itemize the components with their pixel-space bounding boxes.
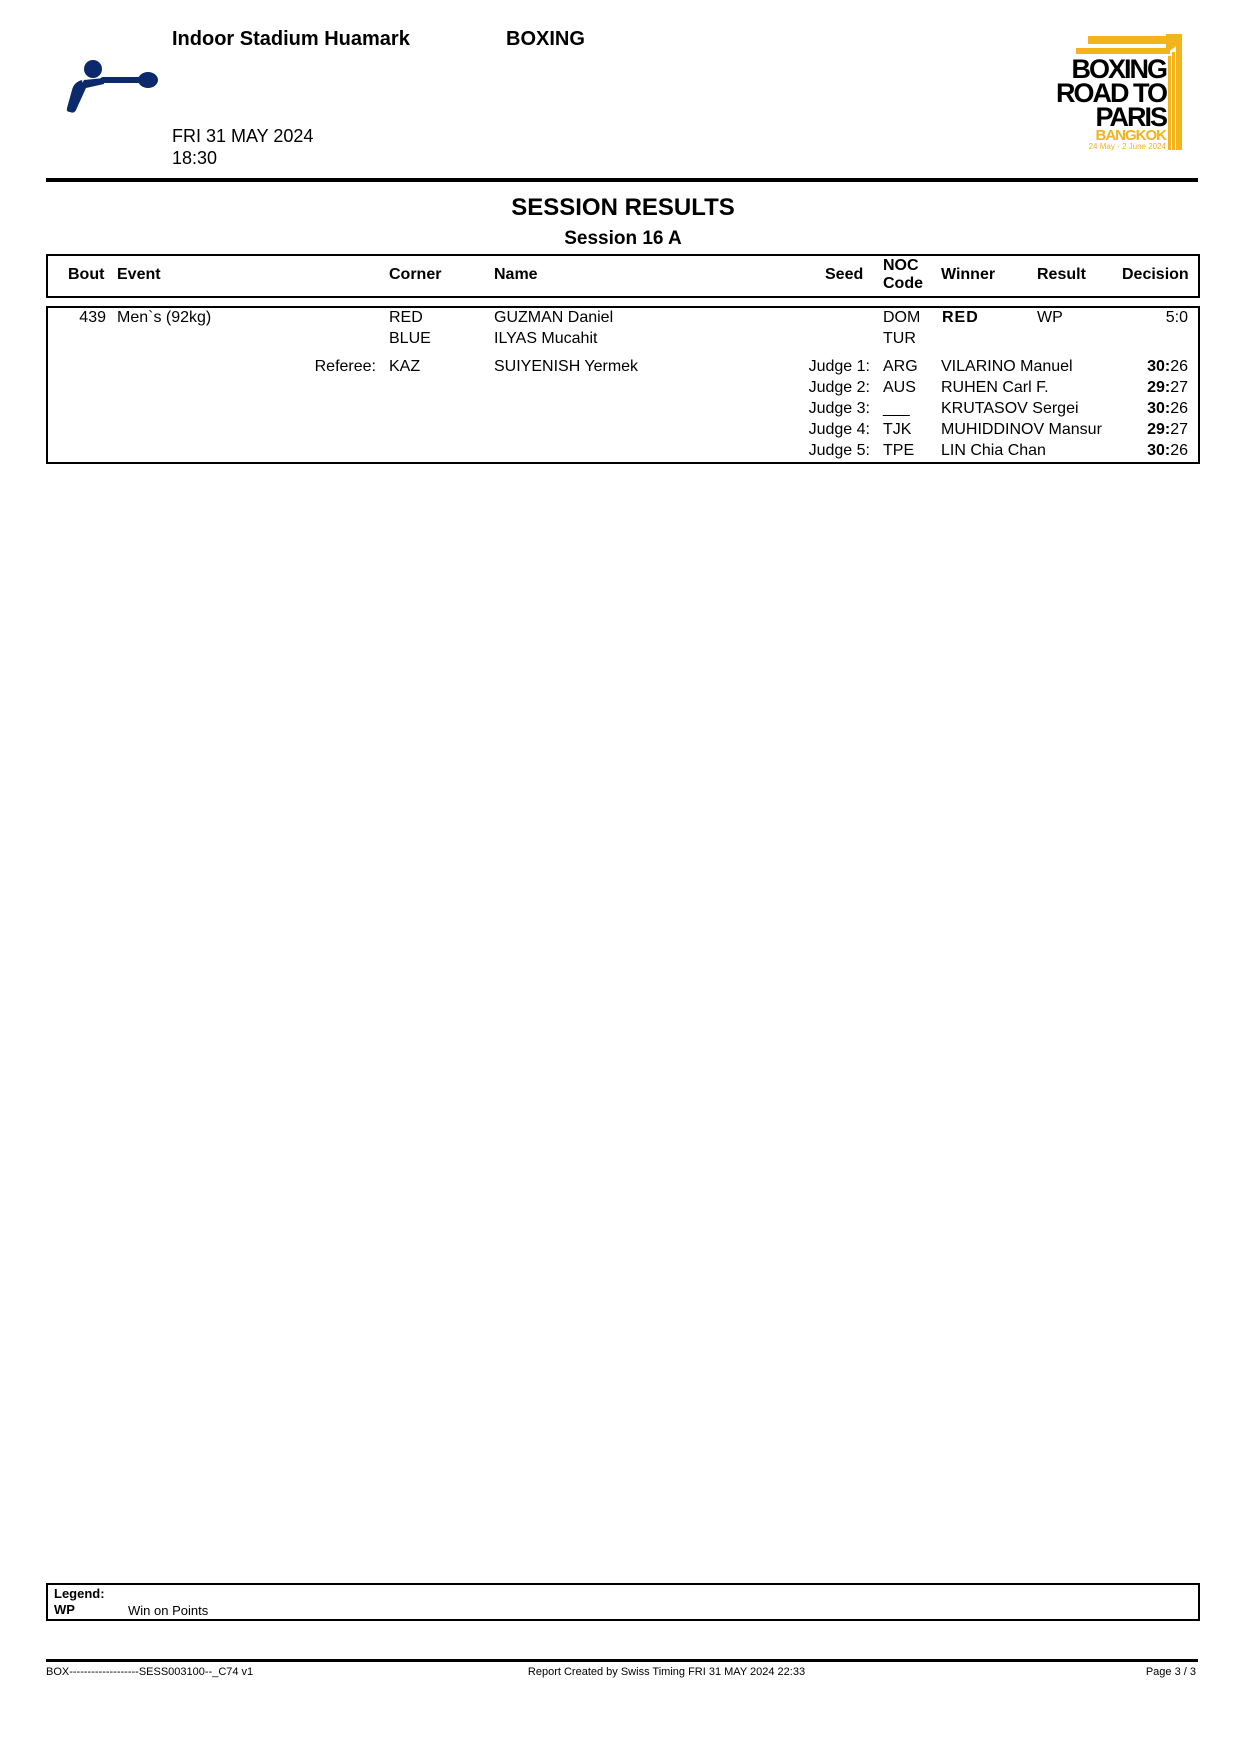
judge-label: Judge 5: — [808, 442, 870, 459]
footer-divider — [46, 1659, 1198, 1662]
judge-label: Judge 3: — [808, 400, 870, 417]
judge-score-winner: 29 — [1147, 421, 1165, 438]
judge-score-separator: : — [1164, 421, 1171, 438]
judge-noc: ARG — [883, 358, 918, 375]
judge-score-winner: 29 — [1147, 379, 1165, 396]
legend-box — [46, 1583, 1200, 1621]
red-boxer-name: GUZMAN Daniel — [494, 309, 614, 326]
judge-label: Judge 1: — [808, 358, 870, 375]
red-corner-label: RED — [389, 309, 423, 326]
judge-score — [1100, 358, 1188, 376]
judge-score-loser: 26 — [1170, 358, 1188, 375]
judge-noc: TPE — [883, 442, 915, 459]
referee-name: SUIYENISH Yermek — [494, 358, 639, 375]
judge-name: LIN Chia Chan — [941, 442, 1046, 459]
report-subtitle: Session 16 A — [564, 228, 682, 249]
judge-score-loser: 26 — [1170, 442, 1188, 459]
judge-noc: AUS — [883, 379, 916, 396]
col-noc-line1: NOC — [883, 257, 919, 274]
bout-number: 439 — [79, 309, 106, 326]
judge-name: KRUTASOV Sergei — [941, 400, 1079, 417]
judge-score-winner: 30 — [1147, 400, 1165, 417]
judge-noc: ___ — [883, 400, 910, 417]
blue-corner-label: BLUE — [389, 330, 431, 347]
legend-code: WP — [54, 1602, 75, 1617]
report-title: SESSION RESULTS — [511, 194, 735, 221]
judge-score-winner: 30 — [1147, 358, 1165, 375]
footer-page-number: Page 3 / 3 — [1145, 1666, 1196, 1678]
session-date: FRI 31 MAY 2024 — [172, 126, 314, 146]
boxing-road-to-paris-logo — [1048, 32, 1198, 152]
judge-name: MUHIDDINOV Mansur — [941, 421, 1102, 438]
header-divider — [46, 178, 1198, 182]
judge-score-separator: : — [1164, 358, 1171, 375]
judge-score-separator: : — [1164, 379, 1171, 396]
bout-winner: RED — [942, 309, 979, 326]
logo-line-4: BANGKOK — [1095, 127, 1166, 144]
footer-created-by: Report Created by Swiss Timing FRI 31 MAY 2024 22:33 — [527, 1666, 806, 1678]
judge-label: Judge 4: — [808, 421, 870, 438]
judge-score — [1100, 379, 1188, 397]
logo-line-2: ROAD TO — [1055, 78, 1166, 108]
footer-report-code: BOX-------------------SESS003100--_C74 v1 — [46, 1666, 254, 1678]
bout-result: WP — [1037, 309, 1063, 326]
judge-score-separator: : — [1164, 442, 1171, 459]
judge-score-loser: 26 — [1170, 400, 1188, 417]
judge-score-winner: 30 — [1147, 442, 1165, 459]
judge-noc: TJK — [883, 421, 912, 438]
col-seed: Seed — [825, 266, 864, 283]
logo-line-3: PARIS — [1095, 102, 1166, 132]
judge-score — [1100, 442, 1188, 460]
venue-name: Indoor Stadium Huamark — [172, 28, 410, 50]
col-noc-line2: Code — [883, 275, 923, 292]
judge-score-loser: 27 — [1170, 421, 1188, 438]
sport-name: BOXING — [506, 28, 585, 50]
judge-label: Judge 2: — [808, 379, 870, 396]
judge-name: RUHEN Carl F. — [941, 379, 1049, 396]
bout-event: Men`s (92kg) — [117, 309, 212, 326]
judge-name: VILARINO Manuel — [941, 358, 1073, 375]
judge-score-loser: 27 — [1170, 379, 1188, 396]
referee-noc: KAZ — [389, 358, 421, 375]
col-name: Name — [494, 266, 538, 283]
legend-title: Legend: — [54, 1586, 105, 1601]
col-bout: Bout — [68, 266, 105, 283]
judge-score — [1100, 400, 1188, 418]
col-result: Result — [1037, 266, 1086, 283]
session-time: 18:30 — [172, 148, 218, 168]
column-header-row — [46, 254, 1200, 298]
col-event: Event — [117, 266, 161, 283]
blue-boxer-name: ILYAS Mucahit — [494, 330, 598, 347]
logo-line-1: BOXING — [1071, 54, 1166, 84]
boxing-pictogram-icon — [64, 58, 160, 114]
judge-score — [1100, 421, 1188, 439]
blue-boxer-noc: TUR — [883, 330, 916, 347]
legend-description: Win on Points — [128, 1603, 209, 1618]
col-winner: Winner — [941, 266, 996, 283]
referee-label: Referee: — [314, 358, 376, 375]
red-boxer-noc: DOM — [883, 309, 921, 326]
col-corner: Corner — [389, 266, 442, 283]
col-decision: Decision — [1122, 266, 1189, 283]
bout-decision: 5:0 — [1165, 309, 1188, 326]
judge-score-separator: : — [1164, 400, 1171, 417]
logo-dates: 24 May - 2 June 2024 — [1088, 142, 1166, 151]
